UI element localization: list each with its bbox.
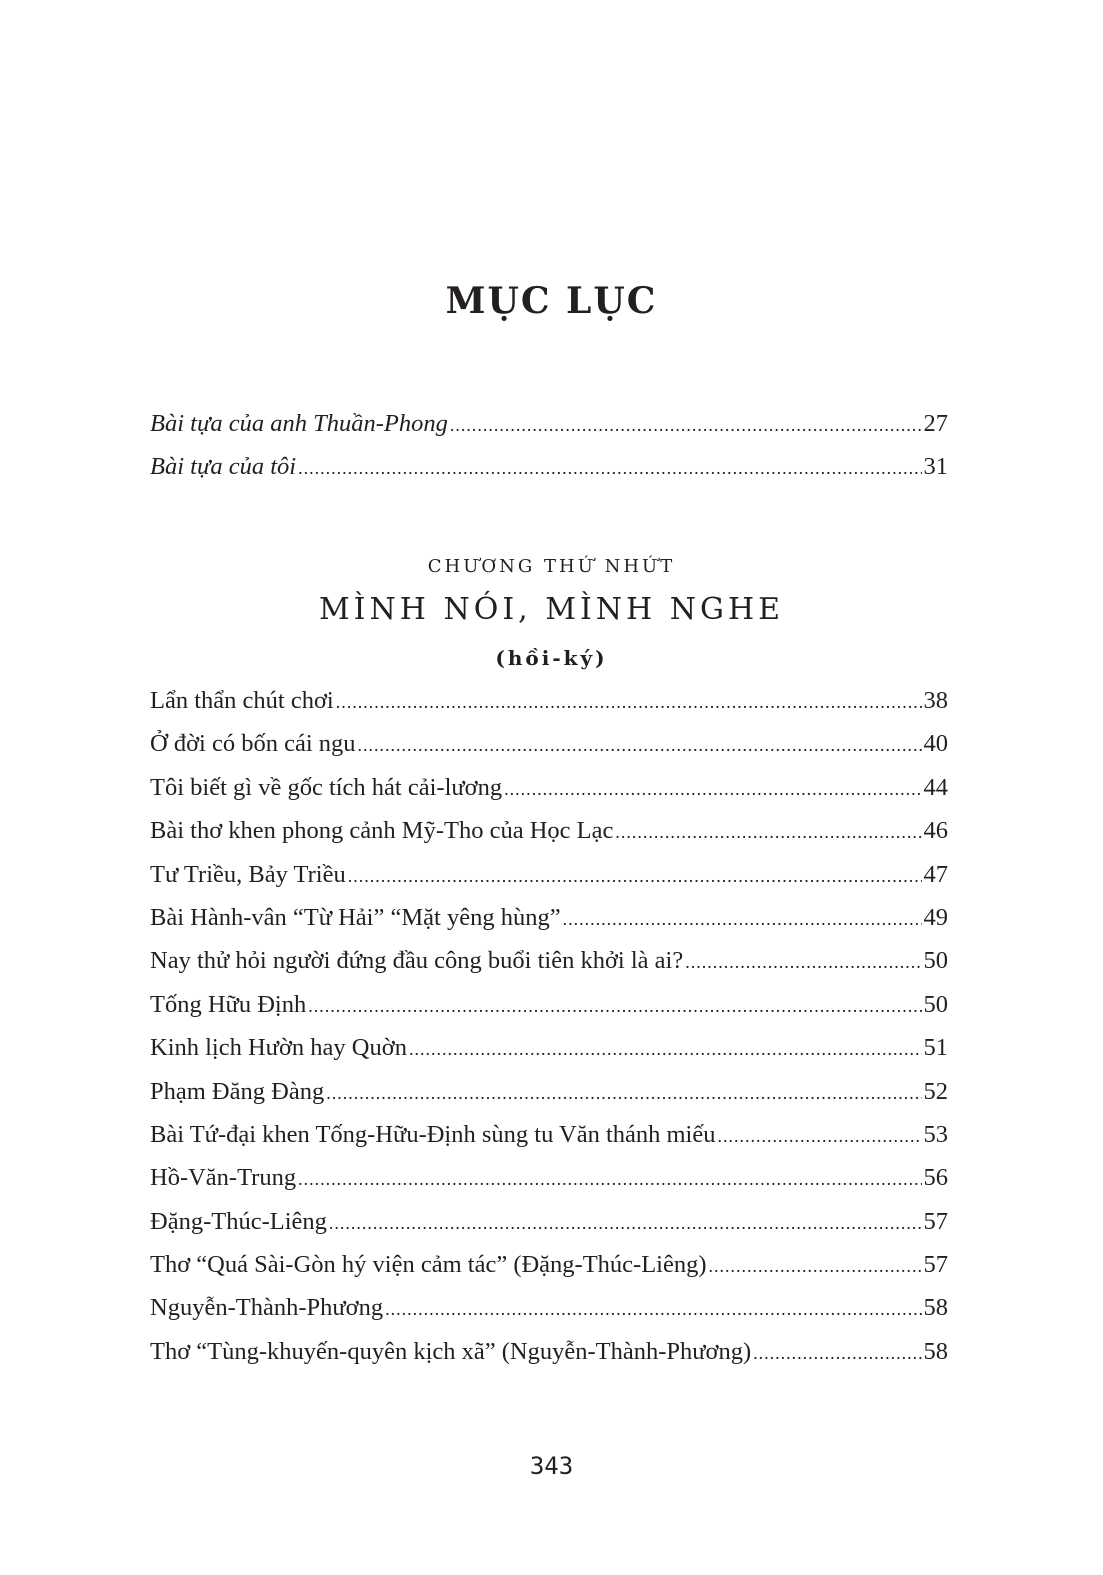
toc-entry-page: 57 xyxy=(923,1207,948,1235)
toc-entry[interactable] xyxy=(150,1026,948,1069)
toc-entry-title: Tư Triều, Bảy Triều xyxy=(150,860,346,888)
toc-entry-title: Đặng-Thúc-Liêng xyxy=(150,1207,327,1235)
toc-entry[interactable] xyxy=(150,1200,948,1243)
toc-entry-title: Thơ “Tùng-khuyến-quyên kịch xã” (Nguyễn-Thành-Phương) xyxy=(150,1337,752,1365)
dot-leader xyxy=(298,1158,921,1201)
toc-entry-title: Bài tựa của tôi xyxy=(150,453,297,481)
dot-leader xyxy=(308,985,921,1028)
toc-entry-page: 44 xyxy=(923,773,948,801)
toc-entry-title: Thơ “Quá Sài-Gòn hý viện cảm tác” (Đặng-Thúc-Liêng) xyxy=(150,1251,707,1279)
toc-entry-title: Tống Hữu Định xyxy=(150,990,307,1018)
dot-leader xyxy=(348,855,922,898)
toc-entry-title: Nay thử hỏi người đứng đầu công buổi tiên khởi là ai? xyxy=(150,947,684,975)
toc-entry-title: Bài tựa của anh Thuần-Phong xyxy=(150,410,448,437)
chapter-genre: (hồi-ký) xyxy=(495,646,608,670)
toc-entry-title: Tôi biết gì về gốc tích hát cải-lương xyxy=(150,773,503,801)
toc-entry[interactable] xyxy=(150,766,948,809)
toc-entry-page: 53 xyxy=(923,1120,948,1148)
toc-entry-page: 50 xyxy=(923,947,948,975)
toc-entry-page: 50 xyxy=(923,990,948,1018)
toc-entry-title: Ở đời có bốn cái ngu xyxy=(150,730,356,758)
toc-entry[interactable] xyxy=(150,1070,948,1113)
chapter-title: MÌNH NÓI, MÌNH NGHE xyxy=(318,592,785,627)
page-number: 343 xyxy=(529,1452,574,1480)
dot-leader xyxy=(563,898,922,941)
toc-entry-title: Bài thơ khen phong cảnh Mỹ-Tho của Học Lạc xyxy=(150,817,614,845)
dot-leader xyxy=(450,404,922,447)
toc-entry[interactable] xyxy=(150,679,948,722)
chapter-toc-list xyxy=(150,679,948,1373)
dot-leader xyxy=(385,1288,921,1331)
dot-leader xyxy=(329,1202,922,1245)
toc-entry-page: 46 xyxy=(923,817,948,845)
toc-entry[interactable] xyxy=(150,939,948,982)
toc-entry[interactable] xyxy=(150,722,948,765)
toc-entry-page: 52 xyxy=(923,1077,948,1105)
page-title: MỤC LỤC xyxy=(445,280,658,322)
toc-entry[interactable] xyxy=(150,896,948,939)
toc-entry-page: 58 xyxy=(923,1337,948,1365)
toc-entry-title: Lẩn thẩn chút chơi xyxy=(150,687,334,714)
toc-entry-title: Kinh lịch Hườn hay Quờn xyxy=(150,1034,407,1062)
dot-leader xyxy=(326,1072,921,1115)
intro-toc-list xyxy=(150,402,948,489)
toc-entry[interactable] xyxy=(150,1113,948,1156)
toc-entry-page: 49 xyxy=(923,903,948,931)
dot-leader xyxy=(709,1245,922,1288)
toc-entry-page: 40 xyxy=(923,730,948,758)
toc-entry-title: Phạm Đăng Đàng xyxy=(150,1077,325,1105)
dot-leader xyxy=(615,811,921,854)
dot-leader xyxy=(685,941,921,984)
toc-entry-page: 57 xyxy=(923,1251,948,1279)
dot-leader xyxy=(504,768,921,811)
dot-leader xyxy=(336,681,922,724)
toc-entry[interactable] xyxy=(150,809,948,852)
toc-entry[interactable] xyxy=(150,1286,948,1329)
dot-leader xyxy=(409,1028,922,1071)
toc-entry[interactable] xyxy=(150,1156,948,1199)
chapter-kicker: CHƯƠNG THỨ NHỨT xyxy=(427,556,676,577)
toc-entry-title: Hồ-Văn-Trung xyxy=(150,1164,297,1192)
toc-entry-page: 38 xyxy=(923,687,948,714)
toc-entry[interactable] xyxy=(150,983,948,1026)
toc-entry-page: 58 xyxy=(923,1294,948,1322)
toc-entry-page: 56 xyxy=(923,1164,948,1192)
toc-entry[interactable] xyxy=(150,1243,948,1286)
toc-entry-page: 27 xyxy=(923,410,948,437)
toc-entry[interactable] xyxy=(150,853,948,896)
toc-entry-page: 47 xyxy=(923,860,948,888)
dot-leader xyxy=(298,447,921,490)
toc-entry-title: Nguyễn-Thành-Phương xyxy=(150,1294,384,1322)
toc-entry-title: Bài Hành-vân “Từ Hải” “Mặt yêng hùng” xyxy=(150,903,561,931)
toc-entry-title: Bài Tứ-đại khen Tống-Hữu-Định sùng tu Văn thánh miếu xyxy=(150,1120,716,1148)
toc-entry[interactable] xyxy=(150,445,948,488)
toc-entry[interactable] xyxy=(150,402,948,445)
dot-leader xyxy=(753,1332,921,1375)
toc-entry-page: 31 xyxy=(923,453,948,481)
dot-leader xyxy=(358,724,922,767)
dot-leader xyxy=(718,1115,922,1158)
toc-entry[interactable] xyxy=(150,1330,948,1373)
toc-entry-page: 51 xyxy=(923,1034,948,1062)
